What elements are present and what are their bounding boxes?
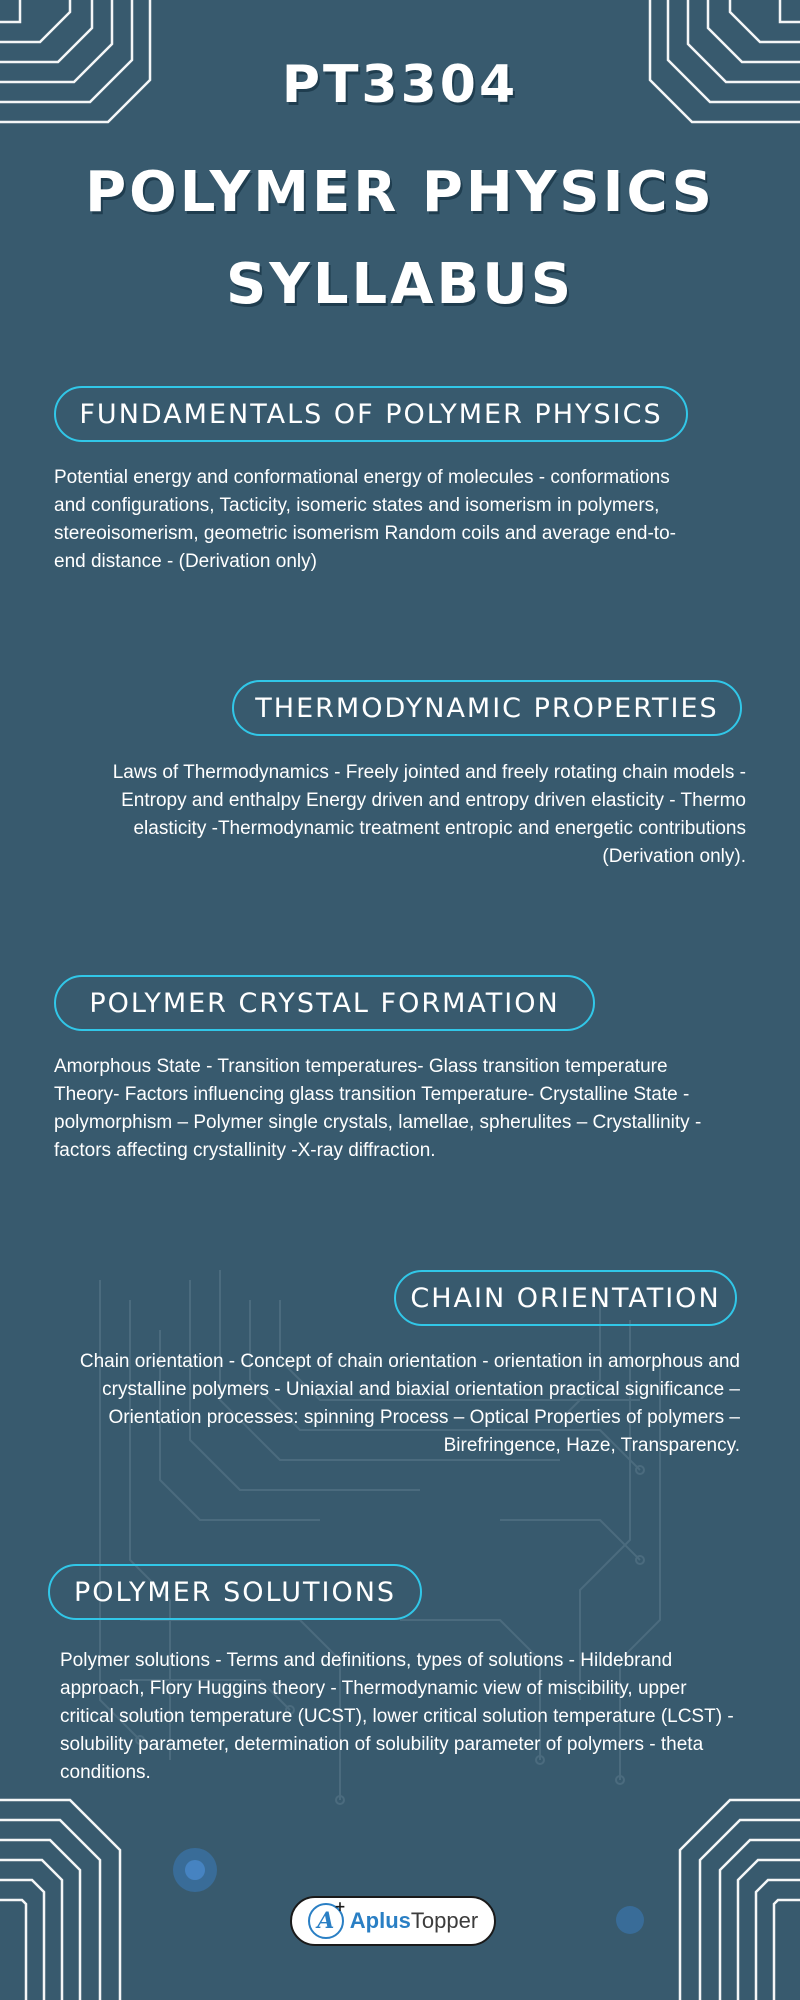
corner-lines-bottom-right-icon [680, 1800, 800, 2000]
page-title-line-2: SYLLABUS [225, 252, 575, 317]
section-heading-chain-orientation: CHAIN ORIENTATION [394, 1270, 737, 1326]
section-heading-fundamentals: FUNDAMENTALS OF POLYMER PHYSICS [54, 386, 688, 442]
section-body-thermodynamic: Laws of Thermodynamics - Freely jointed and freely rotating chain models - Entropy and enthalpy Energy driven and entropy driven elasticity - Thermo elasticity -Thermodynamic treatment entropic and energetic contributions (Derivation only). [112, 762, 746, 867]
plus-icon: + [334, 1899, 346, 1915]
aplus-logo-icon [308, 1899, 346, 1939]
corner-lines-bottom-left-icon [0, 1800, 120, 2000]
aplustopper-logo[interactable] [290, 1896, 496, 1946]
section-body-chain-orientation: Chain orientation - Concept of chain orientation - orientation in amorphous and crystalline polymers - Uniaxial and biaxial orientation practical significance – Orientation processes: spinning Process – Optical Properties of polymers – Birefringence, Haze, Transparency. [79, 1351, 740, 1456]
section-heading-polymer-solutions: POLYMER SOLUTIONS [48, 1564, 422, 1620]
section-body-polymer-solutions: Polymer solutions - Terms and definitions, types of solutions - Hildebrand approach, Flory Huggins theory - Thermodynamic view of miscibility, upper critical solution temperature (UCST), lower critical solution temperature (LCST) - solubility parameter, determination of solubility parameter of polymers - theta conditions. [60, 1650, 734, 1783]
section-body-crystal-formation: Amorphous State - Transition temperatures- Glass transition temperature Theory- Factors influencing glass transition Temperature- Crystalline State - polymorphism – Polymer single crystals, lamellae, spherulites – Crystallinity - factors affecting crystallinity -X-ray diffraction. [54, 1056, 702, 1161]
section-body-fundamentals: Potential energy and conformational energy of molecules - conformations and configurations, Tacticity, isomeric states and isomerism in polymers, stereoisomerism, geometric isomerism Random coils and average end-to-end distance - (Derivation only) [54, 467, 676, 572]
page-title-line-1: POLYMER PHYSICS [85, 160, 715, 225]
logo-text-topper: Topper [410, 1908, 479, 1933]
logo-wordmark [350, 1908, 478, 1934]
logo-text-aplus: Aplus [349, 1908, 411, 1933]
logo-mark-letter: A [317, 1908, 335, 1934]
section-heading-thermodynamic: THERMODYNAMIC PROPERTIES [232, 680, 742, 736]
section-heading-crystal-formation: POLYMER CRYSTAL FORMATION [54, 975, 595, 1031]
course-code: PT3304 [281, 55, 519, 115]
